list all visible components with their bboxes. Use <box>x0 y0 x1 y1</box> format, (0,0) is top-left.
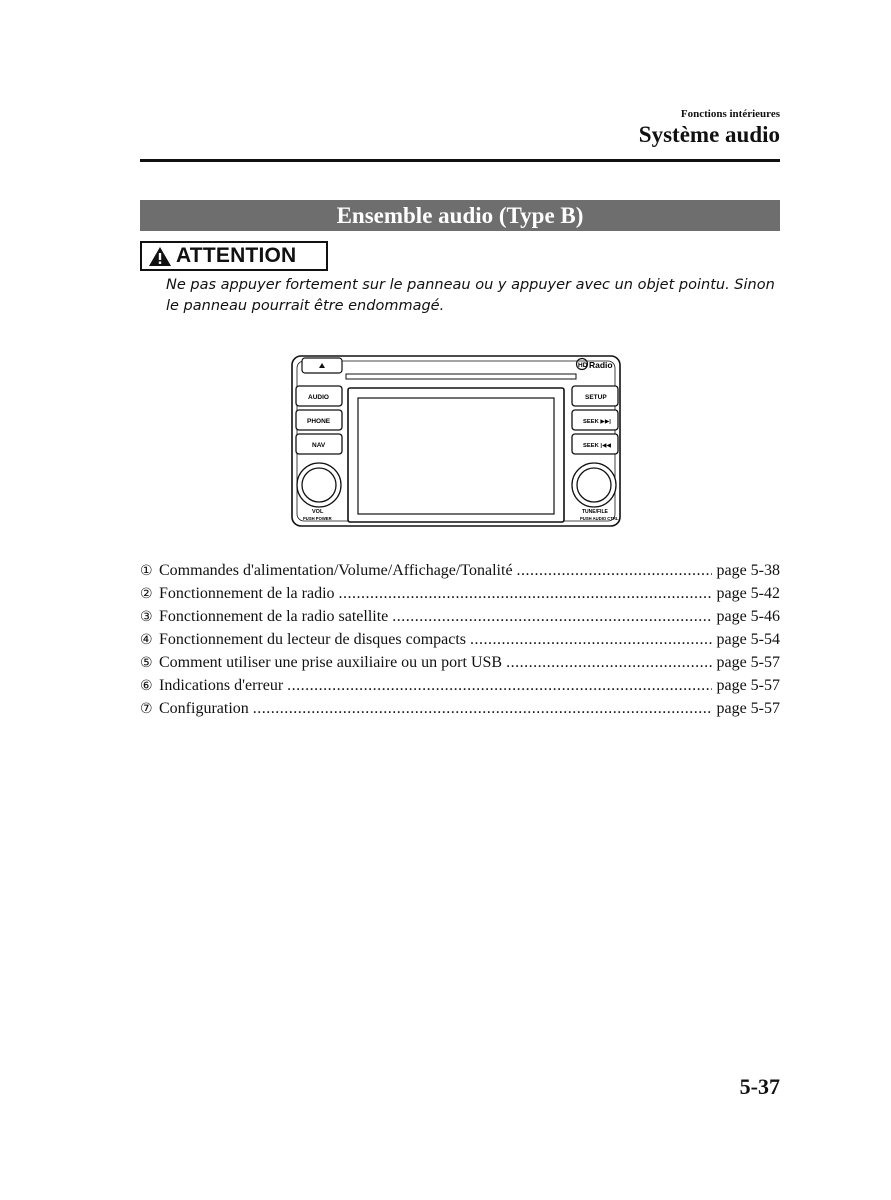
toc-leader <box>339 585 713 603</box>
svg-text:VOL: VOL <box>312 509 324 515</box>
svg-text:PUSH POWER: PUSH POWER <box>303 516 332 521</box>
button-setup <box>572 386 618 406</box>
toc-item <box>140 677 780 700</box>
toc-item-title: Fonctionnement de la radio <box>159 585 335 602</box>
toc-item-number: ② <box>140 586 153 602</box>
toc-item-page: page 5-42 <box>716 585 780 602</box>
svg-text:TUNE/FILE: TUNE/FILE <box>582 509 608 515</box>
button-phone <box>296 410 342 430</box>
toc-item-number: ⑤ <box>140 655 153 671</box>
button-audio <box>296 386 342 406</box>
svg-text:Radio: Radio <box>589 360 613 370</box>
audio-unit-illustration <box>286 350 626 530</box>
section-label: Fonctions intérieures <box>680 108 780 120</box>
toc-leader <box>517 562 713 580</box>
button-nav <box>296 434 342 454</box>
toc-item <box>140 585 780 608</box>
toc-item-title: Configuration <box>159 700 249 717</box>
svg-text:SETUP: SETUP <box>585 394 607 401</box>
svg-text:SEEK ▶▶|: SEEK ▶▶| <box>583 419 611 425</box>
toc-item-title: Comment utiliser une prise auxiliaire ou un port USB <box>159 654 503 671</box>
toc-item <box>140 654 780 677</box>
toc-item <box>140 608 780 631</box>
toc-item <box>140 562 780 585</box>
toc-item <box>140 700 780 723</box>
header-rule <box>140 159 780 162</box>
toc-item-page: page 5-57 <box>716 654 780 671</box>
toc-item-title: Indications d'erreur <box>159 677 284 694</box>
button-seek-forward <box>572 410 618 430</box>
section-band: Ensemble audio (Type B) <box>140 200 780 231</box>
toc-item-number: ⑥ <box>140 678 153 694</box>
svg-text:NAV: NAV <box>312 442 326 449</box>
svg-text:SEEK |◀◀: SEEK |◀◀ <box>583 443 611 449</box>
toc-item-title: Commandes d'alimentation/Volume/Affichage/Tonalité <box>159 562 513 579</box>
toc-leader <box>470 631 712 649</box>
warning-text: Ne pas appuyer fortement sur le panneau ou y appuyer avec un objet pointu. Sinon le panneau pourrait être endommagé. <box>166 277 775 314</box>
toc-item-page: page 5-54 <box>716 631 780 648</box>
toc-item-page: page 5-46 <box>716 608 780 625</box>
toc-item-number: ⑦ <box>140 701 153 717</box>
attention-box <box>140 241 328 271</box>
page-title: Système audio <box>638 122 780 147</box>
warning-triangle-icon <box>148 246 172 267</box>
attention-label: ATTENTION <box>176 244 297 267</box>
toc-item-number: ① <box>140 563 153 579</box>
toc-leader <box>253 700 713 718</box>
svg-text:HD: HD <box>578 362 588 369</box>
toc-leader <box>506 654 712 672</box>
button-seek-back <box>572 434 618 454</box>
toc-leader <box>392 608 712 626</box>
toc-item-page: page 5-57 <box>716 677 780 694</box>
svg-text:PUSH AUDIO CTRL: PUSH AUDIO CTRL <box>580 516 619 521</box>
eject-button <box>302 358 342 373</box>
page-number: 5-37 <box>739 1074 780 1099</box>
toc-item-number: ③ <box>140 609 153 625</box>
svg-text:AUDIO: AUDIO <box>308 394 329 401</box>
toc-item-title: Fonctionnement de la radio satellite <box>159 608 389 625</box>
toc-item-page: page 5-57 <box>716 700 780 717</box>
toc-item-page: page 5-38 <box>716 562 780 579</box>
toc-list <box>140 562 780 723</box>
toc-item-number: ④ <box>140 632 153 648</box>
toc-item <box>140 631 780 654</box>
toc-item-title: Fonctionnement du lecteur de disques compacts <box>159 631 467 648</box>
svg-text:PHONE: PHONE <box>307 418 331 425</box>
toc-leader <box>287 677 712 695</box>
